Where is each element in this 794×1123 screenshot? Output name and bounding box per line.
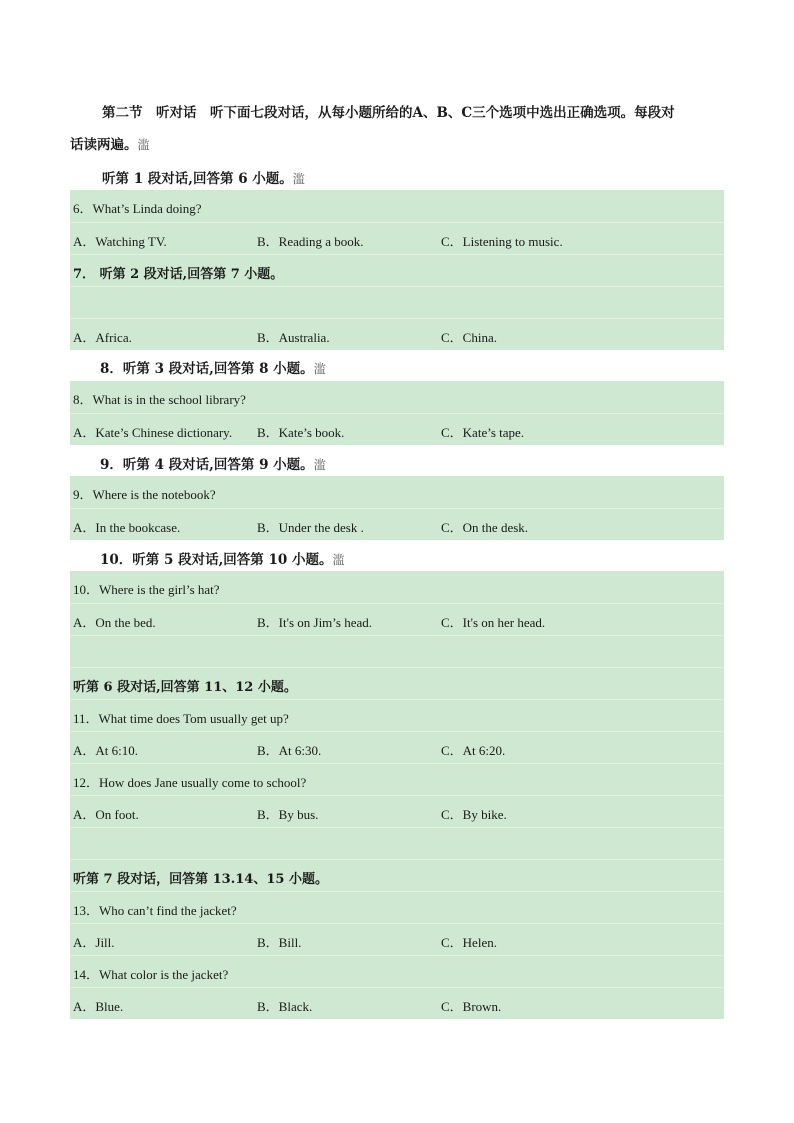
option-b: B．Under the desk .: [257, 520, 364, 535]
question-6: 6．What’s Linda doing?: [73, 201, 202, 216]
option-a: A．In the bookcase.: [73, 520, 181, 535]
option-b: B．Black.: [257, 999, 313, 1014]
option-b: B．Kate’s book.: [257, 425, 345, 440]
option-a: A．Blue.: [73, 999, 124, 1014]
options-11: [70, 731, 724, 763]
question-block-3: [70, 476, 724, 540]
option-c: C．Brown.: [441, 999, 502, 1014]
option-c: C．Listening to music.: [441, 234, 563, 249]
option-c: C．China.: [441, 330, 497, 345]
option-a: A．Jill.: [73, 935, 115, 950]
option-c: C．By bike.: [441, 807, 507, 822]
option-b: B．At 6:30.: [257, 743, 322, 758]
question-block-1: [70, 190, 724, 350]
options-7: [70, 318, 724, 350]
heading-dialogue-1: 听第 1 段对话,回答第 6 小题。滥: [102, 171, 305, 187]
intro-line-1: 第二节 听对话 听下面七段对话，从每小题所给的A、B、C三个选项中选出正确选项。每段对: [102, 105, 675, 121]
question-7-blank: [70, 286, 724, 318]
blank-row: [70, 635, 724, 667]
question-11: 11．What time does Tom usually get up?: [70, 699, 724, 731]
option-a: A．On the bed.: [73, 615, 156, 630]
option-c: C．Helen.: [441, 935, 497, 950]
options-13: [70, 923, 724, 955]
section-intro: [70, 97, 730, 161]
question-block-4: [70, 571, 724, 1019]
option-a: A．Africa.: [73, 330, 132, 345]
blank-row: [70, 827, 724, 859]
option-b: B．Reading a book.: [257, 234, 364, 249]
option-c: C．It's on her head.: [441, 615, 546, 630]
intro-line-2: 话读两遍。滥: [70, 137, 150, 153]
options-8: [70, 413, 724, 445]
option-c: C．On the desk.: [441, 520, 529, 535]
option-a: A．On foot.: [73, 807, 139, 822]
question-block-2: [70, 381, 724, 445]
option-b: B．It's on Jim’s head.: [257, 615, 373, 630]
question-13: 13．Who can’t find the jacket?: [70, 891, 724, 923]
question-9: 9．Where is the notebook?: [73, 487, 216, 502]
options-9: [70, 508, 724, 540]
heading-dialogue-7: 听第 7 段对话，回答第 13.14、15 小题。: [70, 859, 724, 891]
option-a: A．At 6:10.: [73, 743, 139, 758]
option-b: B．Bill.: [257, 935, 302, 950]
heading-dialogue-6: 听第 6 段对话,回答第 11、12 小题。: [70, 667, 724, 699]
option-b: B．By bus.: [257, 807, 319, 822]
options-12: [70, 795, 724, 827]
option-a: A．Kate’s Chinese dictionary.: [73, 425, 233, 440]
heading-dialogue-4: 9．听第 4 段对话,回答第 9 小题。滥: [100, 457, 326, 473]
option-b: B．Australia.: [257, 330, 330, 345]
option-c: C．At 6:20.: [441, 743, 506, 758]
question-14: 14．What color is the jacket?: [70, 955, 724, 987]
question-8: 8．What is in the school library?: [73, 392, 246, 407]
question-12: 12．How does Jane usually come to school?: [70, 763, 724, 795]
heading-dialogue-5: 10．听第 5 段对话,回答第 10 小题。滥: [100, 552, 345, 568]
options-6: [70, 222, 724, 254]
option-a: A．Watching TV.: [73, 234, 167, 249]
option-c: C．Kate’s tape.: [441, 425, 525, 440]
question-7-heading: 7． 听第 2 段对话,回答第 7 小题。: [70, 254, 724, 286]
options-10: [70, 603, 724, 635]
question-10: 10．Where is the girl’s hat?: [73, 582, 220, 597]
heading-dialogue-3: 8．听第 3 段对话,回答第 8 小题。滥: [100, 361, 326, 377]
options-14: [70, 987, 724, 1019]
